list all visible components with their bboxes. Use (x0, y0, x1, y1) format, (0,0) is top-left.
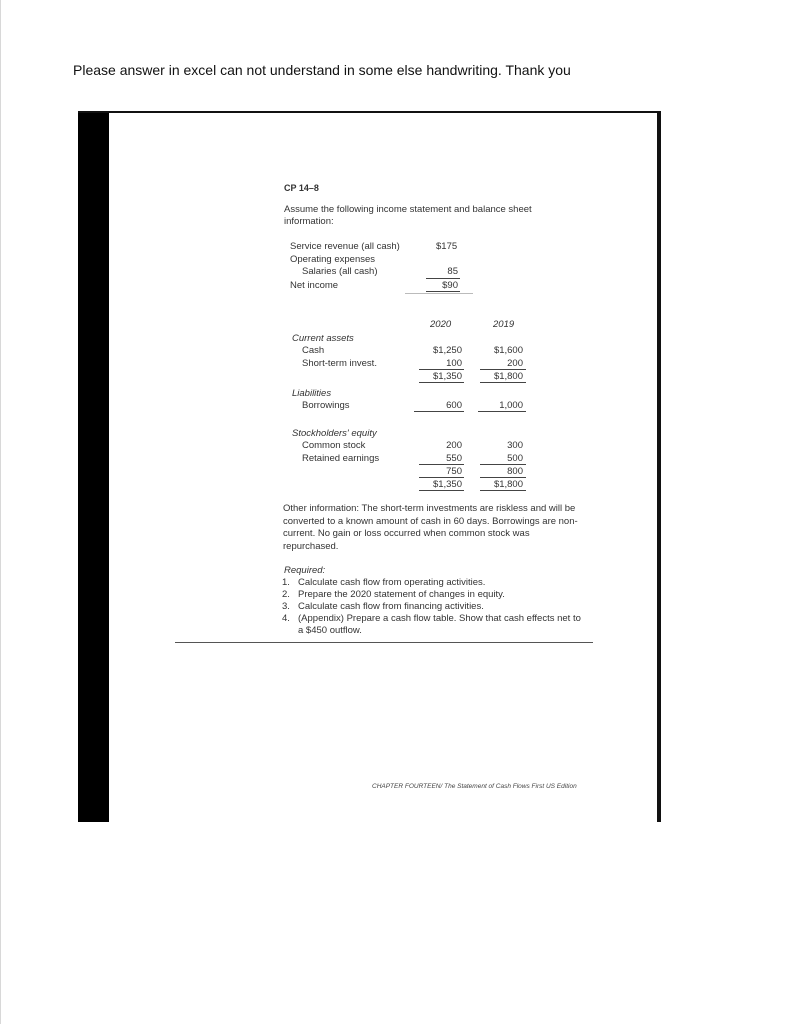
page-edge (0, 0, 1, 1024)
liabilities-label: Liabilities (292, 388, 332, 399)
sti-2019-underline (480, 369, 526, 370)
current-assets-label: Current assets (292, 333, 354, 344)
other-information (283, 503, 578, 553)
equity-label: Stockholders' equity (292, 428, 377, 439)
sti-2019: 200 (507, 358, 523, 369)
required-item: 4. (Appendix) Prepare a cash flow table. Show that cash effects net to (282, 613, 581, 624)
re-2019-underline (480, 464, 526, 465)
scan-right-border (657, 113, 661, 822)
net-income-underline (426, 291, 460, 292)
required-label: Required: (284, 565, 326, 576)
required-item: 1. Calculate cash flow from operating activities. (282, 577, 486, 588)
salaries-value: 85 (447, 266, 458, 277)
required-item: 2. Prepare the 2020 statement of changes in equity. (282, 589, 505, 600)
net-income-label: Net income (290, 280, 339, 291)
borrowings-2019: 1,000 (499, 400, 523, 411)
equity-total-2020-underline (419, 477, 464, 478)
cash-2020: $1,250 (432, 345, 462, 356)
operating-expenses-label: Operating expenses (290, 254, 376, 265)
retained-earnings-2019: 500 (507, 453, 523, 464)
other-info-line: converted to a known amount of cash in 60 days. Borrowings are non- (283, 515, 578, 527)
common-stock-label: Common stock (302, 440, 366, 451)
required-item: a $450 outflow. (298, 625, 362, 636)
service-revenue-value: $175 (436, 241, 458, 252)
service-revenue-label: Service revenue (all cash) (290, 241, 400, 252)
borrowings-label: Borrowings (302, 400, 350, 411)
ca-total-2019: $1,800 (493, 371, 523, 382)
borrowings-2020: 600 (446, 400, 462, 411)
equity-total-2020: 750 (446, 466, 462, 477)
common-stock-2019: 300 (507, 440, 523, 451)
sti-2020-underline (419, 369, 464, 370)
retained-earnings-2020: 550 (446, 453, 462, 464)
ca-total-2020: $1,350 (432, 371, 462, 382)
year-2020-header: 2020 (430, 319, 452, 330)
sti-label: Short-term invest. (302, 358, 377, 369)
salaries-label: Salaries (all cash) (302, 266, 378, 277)
total-2020-underline (419, 490, 464, 491)
other-info-line: current. No gain or loss occurred when common stock was (283, 528, 530, 539)
year-2019-header: 2019 (493, 319, 515, 330)
ca-total-2020-underline (419, 382, 464, 383)
scanned-page (109, 113, 657, 822)
required-list (282, 577, 581, 637)
borrowings-2020-underline (414, 411, 464, 412)
problem-code: CP 14–8 (284, 183, 319, 193)
retained-earnings-label: Retained earnings (302, 453, 380, 464)
borrowings-2019-underline (478, 411, 526, 412)
net-income-rule (405, 293, 473, 294)
intro-line-1: Assume the following income statement and balance sheet (284, 204, 532, 215)
other-info-line: Other information: The short-term investments are riskless and will be (283, 503, 576, 514)
total-2019: $1,800 (493, 479, 523, 490)
sti-2020: 100 (446, 358, 462, 369)
equity-total-2019-underline (480, 477, 526, 478)
intro-line-2: information: (284, 216, 334, 227)
net-income-value: $90 (442, 280, 458, 291)
section-divider (175, 642, 593, 643)
total-2019-underline (480, 490, 526, 491)
required-item: 3. Calculate cash flow from financing activities. (282, 601, 484, 612)
scan-left-border (78, 113, 109, 822)
re-2020-underline (419, 464, 464, 465)
cash-label: Cash (302, 345, 325, 356)
chapter-footer: CHAPTER FOURTEEN/ The Statement of Cash Flows First US Edition (372, 783, 577, 790)
other-info-line: repurchased. (283, 540, 339, 552)
cash-2019: $1,600 (493, 345, 523, 356)
equity-total-2019: 800 (507, 466, 523, 477)
total-2020: $1,350 (432, 479, 462, 490)
question-text: Please answer in excel can not understand in some else handwriting. Thank you (73, 62, 571, 78)
salaries-underline (426, 278, 460, 279)
ca-total-2019-underline (480, 382, 526, 383)
common-stock-2020: 200 (446, 440, 462, 451)
